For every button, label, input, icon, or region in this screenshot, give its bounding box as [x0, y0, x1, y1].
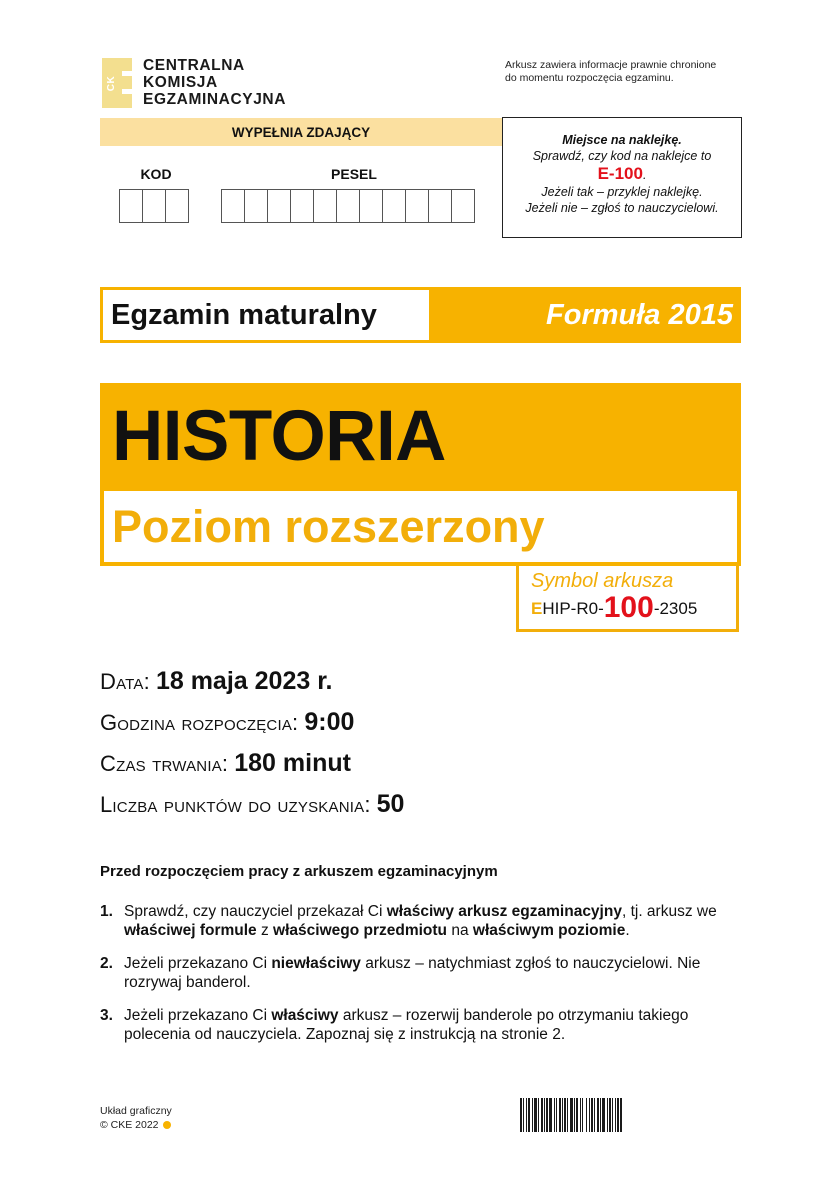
logo-ck-text: CK: [106, 75, 118, 91]
digit-cell[interactable]: [405, 189, 429, 223]
legal-note-line: Arkusz zawiera informacje prawnie chronione: [505, 59, 717, 71]
legal-note: [505, 59, 716, 85]
instruction-item: [100, 954, 740, 992]
info-label: Data:: [100, 669, 150, 694]
digit-cell[interactable]: [244, 189, 268, 223]
sticker-title: Miejsce na naklejkę.: [562, 133, 682, 147]
footer-note: [100, 1104, 172, 1132]
pesel-input-boxes[interactable]: [222, 189, 475, 223]
cke-logo-mark: [102, 58, 132, 108]
info-value: 18 maja 2023 r.: [155, 667, 333, 695]
info-label: Liczba punktów do uzyskania:: [100, 792, 371, 817]
info-row-start-time: [100, 708, 404, 749]
kod-input-boxes[interactable]: [120, 189, 189, 223]
logo-notch: [122, 89, 132, 94]
sticker-placeholder: [502, 117, 742, 238]
instruction-number: 2.: [100, 955, 113, 972]
footer-layout-note: Układ graficzny: [100, 1105, 172, 1117]
digit-cell[interactable]: [119, 189, 143, 223]
symbol-prefix: E: [531, 599, 543, 618]
digit-cell[interactable]: [382, 189, 406, 223]
digit-cell[interactable]: [336, 189, 360, 223]
sticker-yes-line: Jeżeli tak – przyklej naklejkę.: [541, 185, 703, 199]
logo-line: KOMISJA: [143, 74, 218, 91]
digit-cell[interactable]: [428, 189, 452, 223]
digit-cell[interactable]: [142, 189, 166, 223]
instruction-text: Jeżeli przekazano Ci niewłaściwy arkusz – natychmiast zgłoś to nauczycielowi. Nie rozrywaj banderol.: [124, 955, 701, 991]
footer-copyright: © CKE 2022: [100, 1119, 159, 1131]
digit-cell[interactable]: [221, 189, 245, 223]
logo-line: CENTRALNA: [143, 57, 245, 74]
digit-cell[interactable]: [313, 189, 337, 223]
info-row-date: [100, 667, 404, 708]
footer-dot-icon: [163, 1121, 171, 1129]
symbol-mid: HIP-R0-: [542, 599, 604, 618]
logo-line: EGZAMINACYJNA: [143, 91, 287, 108]
instruction-text: Sprawdź, czy nauczyciel przekazał Ci właściwy arkusz egzaminacyjny, tj. arkusz we właściwej formule z właściwego przedmiotu na właściwym poziomie.: [124, 903, 717, 939]
cke-logo-text: [143, 57, 286, 108]
digit-cell[interactable]: [267, 189, 291, 223]
exam-type-bar: [100, 287, 741, 343]
instructions-list: [100, 902, 740, 1058]
subject-block: [100, 383, 741, 566]
pesel-label: PESEL: [331, 166, 377, 182]
subject-level: Poziom rozszerzony: [104, 491, 737, 562]
instructions-heading: Przed rozpoczęciem pracy z arkuszem egzaminacyjnym: [100, 863, 498, 880]
symbol-number: 100: [603, 591, 654, 624]
instruction-text: Jeżeli przekazano Ci właściwy arkusz – rozerwij banderole po otrzymaniu takiego polecenia od nauczyciela. Zapoznaj się z instrukcją na stronie 2.: [124, 1007, 689, 1043]
info-row-duration: [100, 749, 404, 790]
sticker-code-suffix: .: [642, 168, 647, 182]
info-label: Czas trwania:: [100, 751, 229, 776]
digit-cell[interactable]: [451, 189, 475, 223]
digit-cell[interactable]: [290, 189, 314, 223]
info-value: 50: [376, 790, 405, 818]
instruction-number: 1.: [100, 903, 113, 920]
info-value: 9:00: [304, 708, 355, 736]
info-value: 180 minut: [234, 749, 351, 777]
exam-formula: Formuła 2015: [546, 298, 733, 331]
instruction-item: [100, 1006, 740, 1044]
sticker-no-line: Jeżeli nie – zgłoś to nauczycielowi.: [525, 201, 719, 215]
logo-notch: [122, 71, 132, 76]
sticker-code: E-100: [597, 164, 643, 183]
instruction-number: 3.: [100, 1007, 113, 1024]
exam-type: Egzamin maturalny: [102, 289, 430, 341]
info-row-points: [100, 790, 404, 831]
digit-cell[interactable]: [165, 189, 189, 223]
barcode: [520, 1098, 730, 1132]
subject-title: HISTORIA: [112, 397, 446, 476]
sticker-check-line: Sprawdź, czy kod na naklejce to: [532, 149, 712, 163]
sheet-symbol-code: [531, 591, 736, 624]
sheet-symbol-box: [516, 566, 739, 632]
kod-label: KOD: [140, 166, 172, 182]
info-label: Godzina rozpoczęcia:: [100, 710, 299, 735]
sheet-symbol-label: Symbol arkusza: [531, 570, 674, 592]
symbol-suffix: -2305: [653, 599, 698, 618]
digit-cell[interactable]: [359, 189, 383, 223]
exam-info: [100, 667, 404, 831]
legal-note-line: do momentu rozpoczęcia egzaminu.: [505, 72, 674, 84]
instruction-item: [100, 902, 740, 940]
fill-by-candidate-bar: WYPEŁNIA ZDAJĄCY: [100, 118, 502, 146]
